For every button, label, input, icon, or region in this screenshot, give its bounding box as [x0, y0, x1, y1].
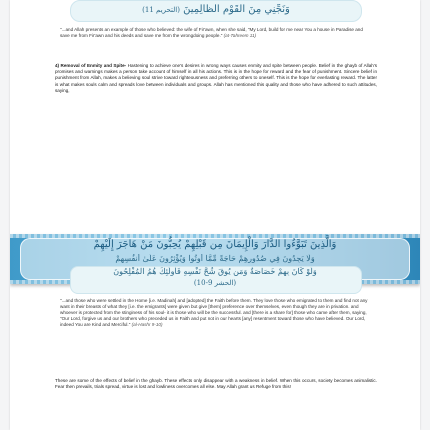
point-4-paragraph — [55, 63, 377, 94]
quote1-text: "...and Allah presents an example of those who believed: the wife of Fir'awn, when she said, "My Lord, build for me near You a house in Paradise and save me from Fir'awn and his deeds and save me from the wrongdoing people." — [60, 27, 363, 39]
quote-al-hashr — [60, 298, 372, 328]
top-arabic-verse — [81, 4, 351, 15]
point-4-heading: 4) Removal of Enmity and Spite- — [55, 63, 127, 68]
quote2-reference: (al-Hashr 9-10) — [131, 322, 163, 328]
top-arabic-verse-box — [70, 0, 362, 22]
quote2-text: "...and those who were settled in the Home [i.e. Madinah] and [adopted] the Faith before them. They love those who emigrated to them and find not any want in their breasts of what they [i.e. the emigrants] were given but give [them] preference over themselves, even though they are in privation. and whoever is protected from the stinginess of his soul- it is those who will be the successful. and [there is a share for] those who came after them, saying, "Our Lord, forgive us and our brothers who preceded us in Faith and put not in our hearts [any] resentment toward those who have believed. Our Lord, indeed You are Kind and Merciful." — [60, 298, 368, 328]
top-arabic-text: وَنَجِّنِي مِنَ الْقَوْمِ الظَّالِمِينَ — [183, 4, 290, 15]
lower-arabic-line-2: وَلَوْ كَانَ بِهِمْ خَصَاصَةٌ وَمَن يُوقَ شُحَّ نَفْسِهِ فَأُولَٰئِكَ هُمُ الْمُفْلِحُونَ — [113, 267, 317, 276]
lower-arabic-line-3: (الحشر 9-10) — [193, 279, 237, 287]
band-arabic-verse: وَالَّذِينَ تَبَوَّءُوا الدَّارَ وَالْإِيمَانَ مِن قَبْلِهِمْ يُحِبُّونَ مَنْ هَاجَرَ إِلَيْهِمْ — [93, 239, 337, 250]
quote-wife-of-firawn — [60, 27, 370, 39]
point-4-body: Hastening to achieve one's desires in wrong ways causes enmity and spite between people. Belief in the ghayb of Allah's promises and warnings makes a person take account of himself in all his actions. This is in the hope for reward and the fear of punishment. Sincere belief in punishment from Allah, makes a believing soul strive toward righteousness and preferring others to oneself. This is the hope for everlasting reward. The latter is what makes souls calm and spreads love between individuals and groups. Allah has mentioned this quality and those who have adhered to such attitudes, saying, — [55, 63, 377, 93]
document-page — [10, 0, 420, 430]
quote1-reference: (at-Tahreem 11) — [223, 33, 257, 39]
top-arabic-citation: (التحريم 11) — [142, 6, 180, 14]
closing-text: These are some of the effects of belief in the ghayb. These effects only disappear with a weakness in belief. When this occurs, society becomes animalistic. Fear then prevails, trials spread, virtue is lost and lowliness overcomes all else. May Allah grant us Refuge from this! — [55, 378, 377, 390]
closing-paragraph — [55, 378, 377, 390]
lower-arabic-line-1: وَلَا يَجِدُونَ فِي صُدُورِهِمْ حَاجَةً مِّمَّا أُوتُوا وَيُؤْثِرُونَ عَلَىٰ أَنفُسِهِمْ — [115, 254, 315, 263]
